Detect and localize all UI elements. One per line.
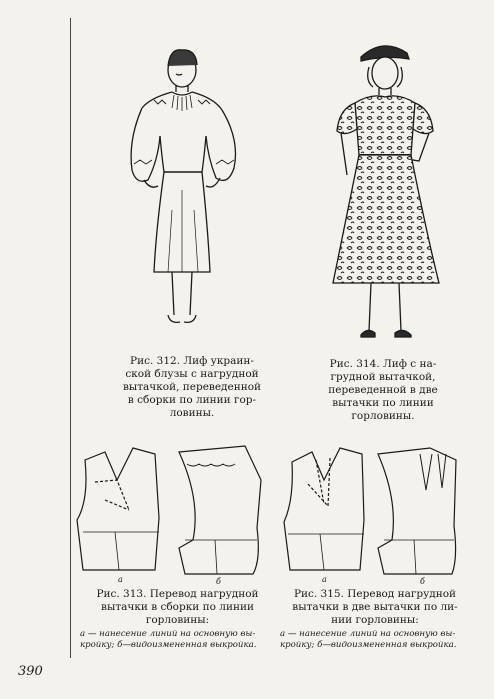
page-number: 390 bbox=[18, 664, 43, 679]
caption-line: Рис. 314. Лиф с на- bbox=[329, 358, 437, 370]
caption-line: Рис. 313. Перевод нагрудной bbox=[96, 588, 259, 600]
label-a-fig315: а bbox=[322, 575, 327, 584]
legend-line: а — нанесение линий на основную вы- bbox=[280, 629, 456, 639]
pattern-diagram-fig315 bbox=[280, 440, 470, 585]
caption-line: ской блузы с нагрудной bbox=[125, 368, 259, 380]
legend-line: кройку; б—видоизмененная выкройка. bbox=[280, 640, 457, 650]
illustration-ukrainian-blouse bbox=[110, 40, 250, 350]
caption-line: вытачки в две вытачки по ли- bbox=[292, 601, 458, 613]
legend-line: кройку; б—видоизмененная выкройка. bbox=[80, 640, 257, 650]
caption-line: горловины: bbox=[145, 614, 210, 626]
caption-line: вытачки по линии bbox=[332, 397, 434, 409]
legend-fig313 bbox=[80, 629, 280, 651]
caption-line: нии горловины: bbox=[331, 614, 419, 626]
legend-line: а — нанесение линий на основную вы- bbox=[80, 629, 256, 639]
caption-line: грудной вытачкой, bbox=[330, 371, 436, 383]
label-b-fig313: б bbox=[216, 577, 221, 586]
caption-line: горловины. bbox=[351, 410, 415, 422]
caption-fig315 bbox=[280, 588, 470, 627]
caption-line: ловины. bbox=[169, 407, 215, 419]
legend-fig315 bbox=[280, 629, 475, 651]
illustration-patterned-dress bbox=[315, 35, 455, 355]
caption-fig312 bbox=[112, 355, 272, 420]
caption-fig313 bbox=[80, 588, 275, 627]
caption-line: переведенной в две bbox=[328, 384, 438, 396]
caption-line: Рис. 315. Перевод нагрудной bbox=[293, 588, 457, 600]
caption-line: вытачкой, переведенной bbox=[122, 381, 262, 393]
caption-line: Рис. 312. Лиф украин- bbox=[130, 355, 254, 367]
label-b-fig315: б bbox=[420, 577, 425, 586]
caption-fig314 bbox=[308, 358, 458, 423]
caption-line: в сборки по линии гор- bbox=[127, 394, 257, 406]
label-a-fig313: а bbox=[118, 575, 123, 584]
pattern-diagram-fig313 bbox=[75, 440, 275, 585]
caption-line: вытачки в сборки по линии bbox=[101, 601, 254, 613]
